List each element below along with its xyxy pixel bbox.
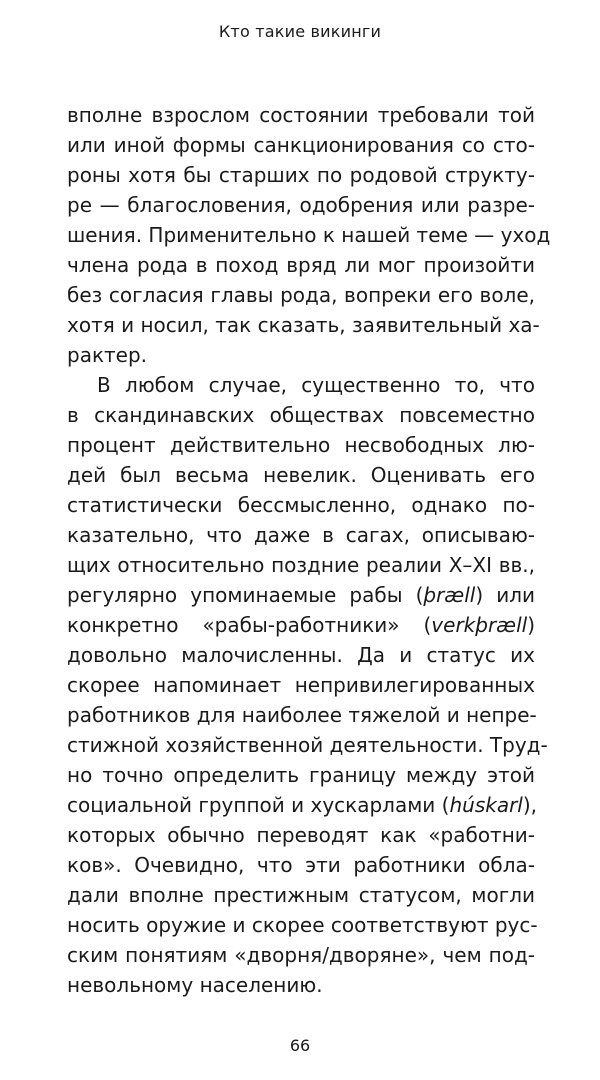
text-line: без согласия главы рода, вопреки его воле, [67, 283, 535, 307]
text-line: дали вполне престижным статусом, могли [67, 883, 535, 907]
page-number: 66 [289, 1036, 311, 1055]
text-fragment: регулярно упоминаемые рабы ( [67, 583, 424, 607]
text-line: казательно, что даже в сагах, описываю- [67, 523, 535, 547]
text-line [67, 610, 535, 640]
text-line: довольно малочисленны. Да и статус их [67, 643, 535, 667]
text-line: или иной формы санкционирования со сто- [67, 133, 535, 157]
text-fragment: ) [527, 613, 535, 637]
text-line: щих относительно поздние реалии X–XI вв., [67, 553, 535, 577]
text-line: процент действительно несвободных лю- [67, 433, 535, 457]
text-line: носить оружие и скорее соответствуют рус- [67, 913, 538, 937]
text-line: ским понятиям «дворня/дворяне», чем под- [67, 943, 535, 967]
text-line: вполне взрослом состоянии требовали той [67, 103, 535, 127]
text-fragment: конкретно «рабы-работники» ( [67, 613, 432, 637]
text-line: стижной хозяйственной деятельности. Труд- [67, 733, 548, 757]
text-line: работников для наиболее тяжелой и непре- [67, 703, 537, 727]
text-line: дей был весьма невелик. Оценивать его [67, 463, 535, 487]
body-text [67, 100, 551, 1000]
text-line: но точно определить границу между этой [67, 763, 535, 787]
text-line: статистически бессмысленно, однако по- [67, 493, 535, 517]
text-fragment: ), [522, 793, 538, 817]
text-line: хотя и носил, так сказать, заявительный ха- [67, 313, 540, 337]
old-norse-term: þræll [423, 583, 476, 607]
text-line [67, 580, 535, 610]
text-line: невольному населению. [67, 973, 323, 997]
running-head: Кто такие викинги [218, 22, 382, 41]
text-line: скорее напоминает непривилегированных [67, 673, 535, 697]
text-line: члена рода в поход вряд ли мог произойти [67, 253, 535, 277]
text-line: в скандинавских обществах повсеместно [67, 403, 535, 427]
old-norse-term: verkþræll [431, 613, 528, 637]
text-fragment: ) или [475, 583, 535, 607]
text-line: ков». Очевидно, что эти работники обла- [67, 853, 535, 877]
text-line: шения. Применительно к нашей теме — уход [67, 223, 551, 247]
text-line: роны хотя бы старших по родовой структу- [67, 163, 535, 187]
text-line: ре — благословения, одобрения или разре- [67, 193, 535, 217]
text-fragment: социальной группой и хускарлами ( [67, 793, 450, 817]
text-line: рактер. [67, 343, 148, 367]
text-line [67, 790, 538, 820]
text-line: которых обычно переводят как «работни- [67, 823, 535, 847]
old-norse-term: húskarl [449, 793, 523, 817]
text-line: В любом случае, существенно то, что [97, 373, 535, 397]
